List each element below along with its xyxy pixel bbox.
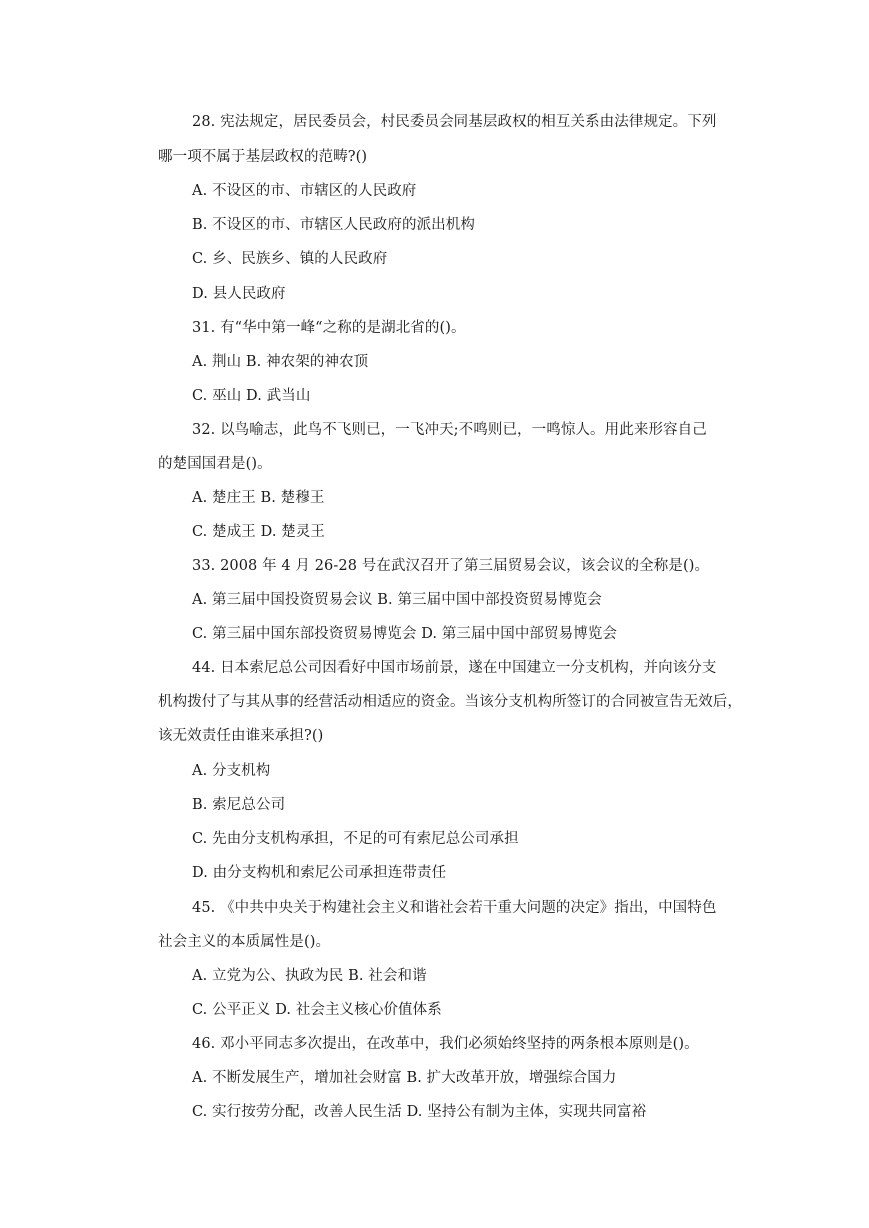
question-44-option-a: A. 分支机构 xyxy=(192,763,271,779)
question-28-line-2: 哪一项不属于基层政权的范畴?() xyxy=(158,149,368,165)
question-33-line-1: 33. 2008 年 4 月 26-28 号在武汉召开了第三届贸易会议，该会议的全称是()。 xyxy=(192,558,710,574)
question-32-line-1: 32. 以鸟喻志，此鸟不飞则已，一飞冲天;不鸣则已，一鸣惊人。用此来形容自己 xyxy=(192,422,707,438)
question-44-line-2: 机构拨付了与其从事的经营活动相适应的资金。当该分支机构所签订的合同被宣告无效后， xyxy=(158,694,742,710)
question-45-line-2: 社会主义的本质属性是()。 xyxy=(158,934,331,950)
question-44-option-b: B. 索尼总公司 xyxy=(192,797,286,813)
question-31-options-cd: C. 巫山 D. 武当山 xyxy=(192,388,311,404)
question-44-line-3: 该无效责任由谁来承担?() xyxy=(158,728,324,744)
question-45-line-1: 45. 《中共中央关于构建社会主义和谐社会若干重大问题的决定》指出，中国特色 xyxy=(192,900,717,916)
question-32-options-cd: C. 楚成王 D. 楚灵王 xyxy=(192,524,326,540)
question-32-line-2: 的楚国国君是()。 xyxy=(158,456,272,472)
question-44-line-1: 44. 日本索尼总公司因看好中国市场前景，遂在中国建立一分支机构，并向该分支 xyxy=(192,660,717,676)
question-33-options-cd: C. 第三届中国东部投资贸易博览会 D. 第三届中国中部贸易博览会 xyxy=(192,626,618,642)
question-44-option-d: D. 由分支构机和索尼公司承担连带责任 xyxy=(192,865,447,881)
question-28-option-c: C. 乡、民族乡、镇的人民政府 xyxy=(192,251,388,267)
question-46-options-ab: A. 不断发展生产，增加社会财富 B. 扩大改革开放，增强综合国力 xyxy=(192,1070,617,1086)
question-45-options-cd: C. 公平正义 D. 社会主义核心价值体系 xyxy=(192,1002,442,1018)
question-28-option-d: D. 县人民政府 xyxy=(192,286,286,302)
question-44-option-c: C. 先由分支机构承担，不足的可有索尼总公司承担 xyxy=(192,831,519,847)
question-28-option-b: B. 不设区的市、市辖区人民政府的派出机构 xyxy=(192,217,475,233)
question-31-options-ab: A. 荆山 B. 神农架的神农顶 xyxy=(192,354,369,370)
question-45-options-ab: A. 立党为公、执政为民 B. 社会和谐 xyxy=(192,968,427,984)
question-31-line-1: 31. 有“华中第一峰“之称的是湖北省的()。 xyxy=(192,320,466,336)
question-32-options-ab: A. 楚庄王 B. 楚穆王 xyxy=(192,490,325,506)
question-28-line-1: 28. 宪法规定，居民委员会，村民委员会同基层政权的相互关系由法律规定。下列 xyxy=(192,114,717,130)
question-46-options-cd: C. 实行按劳分配，改善人民生活 D. 坚持公有制为主体，实现共同富裕 xyxy=(192,1104,647,1120)
question-28-option-a: A. 不设区的市、市辖区的人民政府 xyxy=(192,183,417,199)
question-33-options-ab: A. 第三届中国投资贸易会议 B. 第三届中国中部投资贸易博览会 xyxy=(192,592,602,608)
question-46-line-1: 46. 邓小平同志多次提出，在改革中，我们必须始终坚持的两条根本原则是()。 xyxy=(192,1036,699,1052)
